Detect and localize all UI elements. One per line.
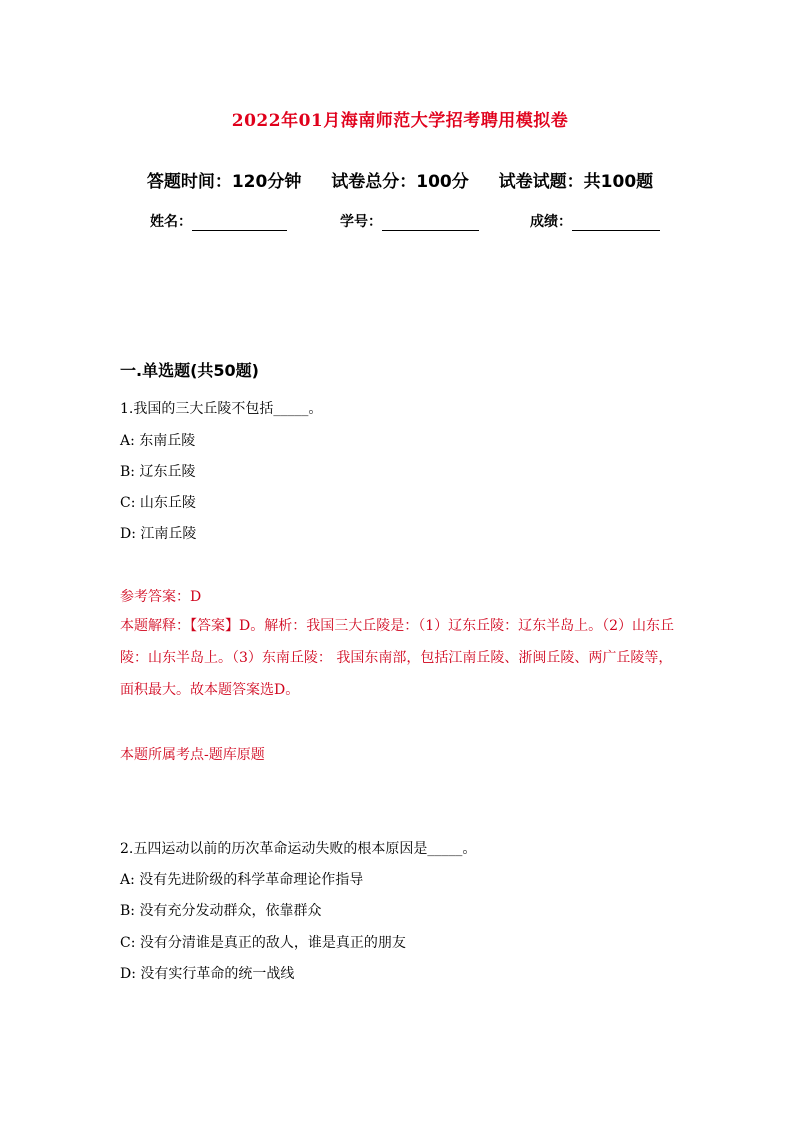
question-2-option-b: B: 没有充分发动群众，依靠群众 (120, 903, 322, 919)
student-id-field (340, 211, 479, 231)
name-label: 姓名： (150, 214, 192, 230)
question-1-option-a: A: 东南丘陵 (120, 433, 196, 449)
question-2-option-a: A: 没有先进阶级的科学革命理论作指导 (120, 872, 364, 888)
name-field (150, 211, 287, 231)
question-1-option-c: C: 山东丘陵 (120, 495, 196, 511)
question-2-option-c: C: 没有分清谁是真正的敌人，谁是真正的朋友 (120, 935, 406, 951)
question-1-answer: 参考答案：D (120, 589, 202, 605)
student-id-blank[interactable] (382, 214, 479, 231)
question-1-explanation: 本题解释：【答案】D。解析：我国三大丘陵是：（1）辽东丘陵：辽东半岛上。（2）山东丘陵：山东半岛上。（3）东南丘陵： 我国东南部，包括江南丘陵、浙闽丘陵、两广丘陵等，面积最大。故本题答案选D。 (120, 618, 675, 698)
student-id-label: 学号： (340, 214, 382, 230)
name-blank[interactable] (192, 214, 287, 231)
question-1-stem: 1.我国的三大丘陵不包括_____。 (120, 401, 323, 417)
exam-title: 2022年01月海南师范大学招考聘用模拟卷 (231, 111, 569, 131)
question-1-source: 本题所属考点-题库原题 (120, 747, 265, 763)
question-1-option-b: B: 辽东丘陵 (120, 464, 196, 480)
question-1-option-d: D: 江南丘陵 (120, 526, 197, 542)
exam-question-count: 试卷试题：共100题 (498, 172, 654, 192)
score-label: 成绩： (530, 214, 572, 230)
exam-time: 答题时间：120分钟 (146, 172, 302, 192)
score-field (530, 211, 660, 231)
section-title: 一.单选题(共50题) (120, 361, 259, 380)
exam-total-score: 试卷总分：100分 (331, 172, 469, 192)
exam-meta (0, 167, 800, 192)
question-2-stem: 2.五四运动以前的历次革命运动失败的根本原因是_____。 (120, 841, 477, 857)
question-2-option-d: D: 没有实行革命的统一战线 (120, 966, 295, 982)
score-blank[interactable] (572, 214, 660, 231)
